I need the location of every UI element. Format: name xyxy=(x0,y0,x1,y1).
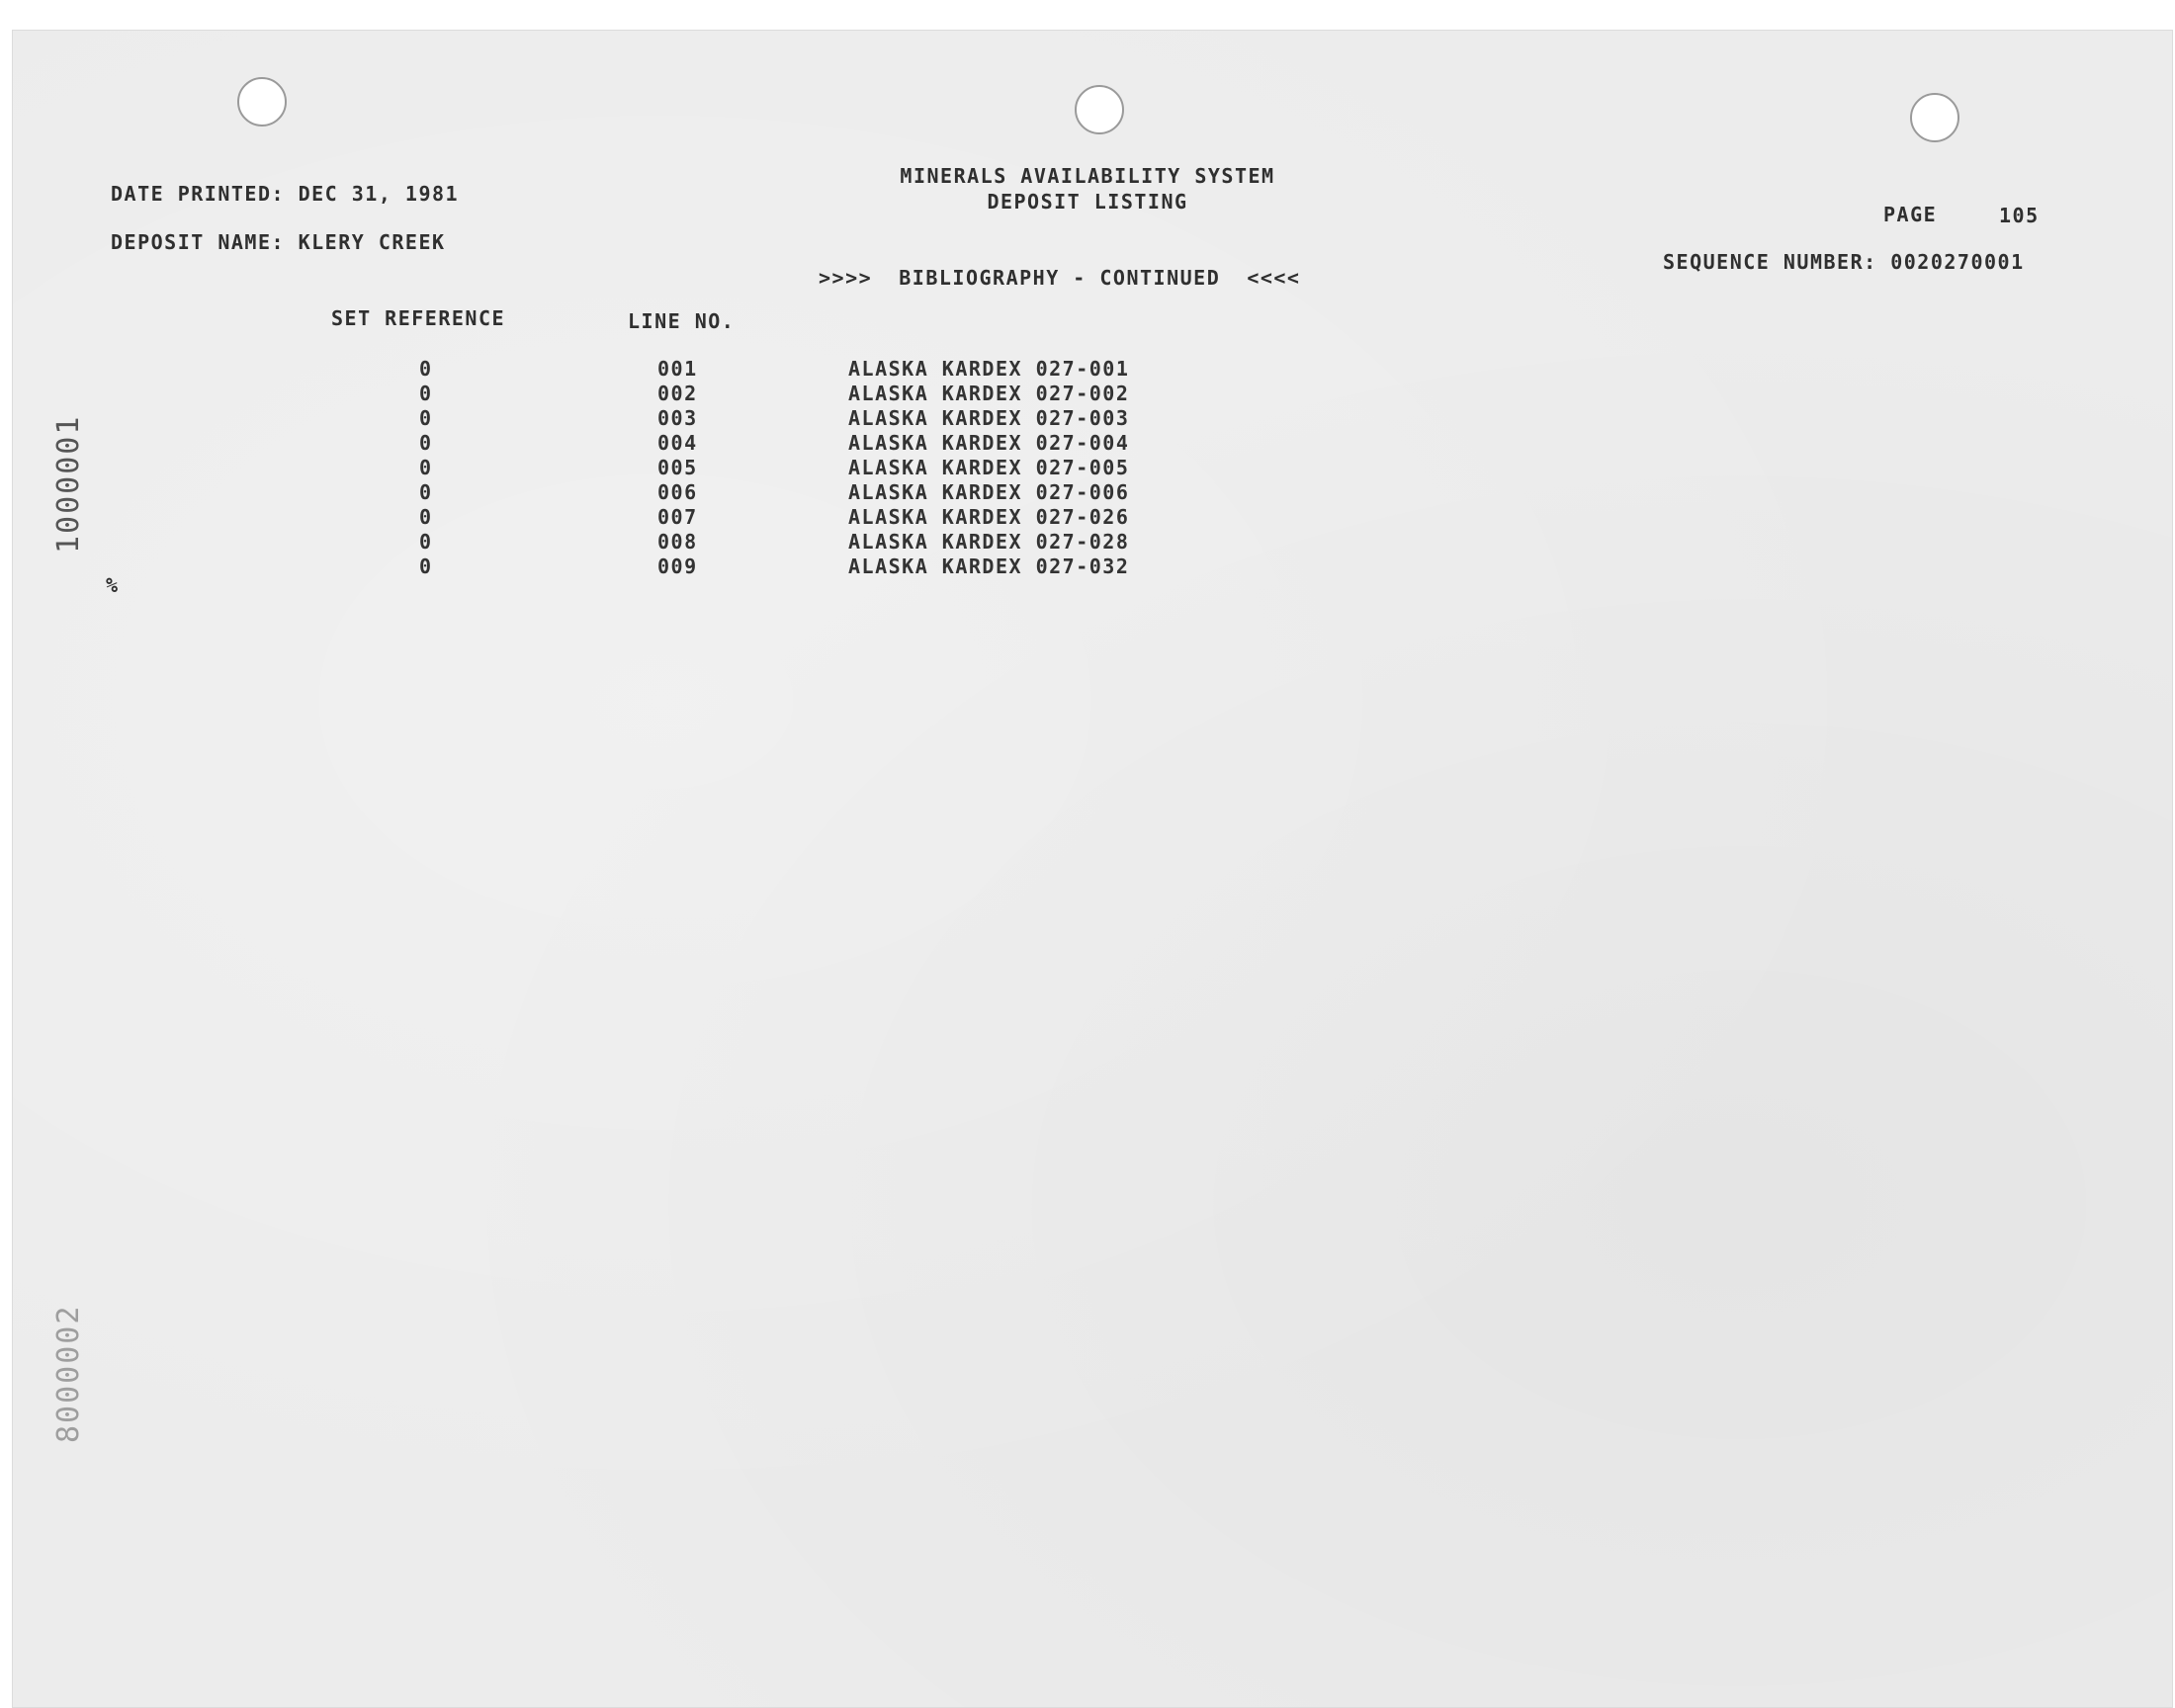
margin-stamp-bottom: 8000002 xyxy=(51,1304,86,1443)
table-row xyxy=(0,555,2175,579)
punch-hole-center xyxy=(1075,85,1124,134)
line-no-cell: 005 xyxy=(657,456,698,479)
table-row xyxy=(0,480,2175,505)
table-row xyxy=(0,406,2175,431)
reference-text-cell: ALASKA KARDEX 027-028 xyxy=(848,530,1130,554)
table-row xyxy=(0,456,2175,480)
reference-text-cell: ALASKA KARDEX 027-002 xyxy=(848,382,1130,405)
reference-text-cell: ALASKA KARDEX 027-005 xyxy=(848,456,1130,479)
column-header-line-no: LINE NO. xyxy=(628,309,736,333)
line-no-cell: 004 xyxy=(657,431,698,455)
line-no-cell: 009 xyxy=(657,555,698,578)
punch-hole-left xyxy=(237,77,287,127)
listing-title: DEPOSIT LISTING xyxy=(987,190,1188,214)
set-reference-cell: 0 xyxy=(419,505,433,529)
set-reference-cell: 0 xyxy=(419,357,433,381)
reference-text-cell: ALASKA KARDEX 027-026 xyxy=(848,505,1130,529)
set-reference-cell: 0 xyxy=(419,530,433,554)
set-reference-cell: 0 xyxy=(419,456,433,479)
line-no-cell: 006 xyxy=(657,480,698,504)
line-no-cell: 008 xyxy=(657,530,698,554)
line-no-cell: 007 xyxy=(657,505,698,529)
system-title: MINERALS AVAILABILITY SYSTEM xyxy=(900,164,1275,188)
margin-stamp-top: 1000001 xyxy=(51,414,86,554)
line-no-cell: 001 xyxy=(657,357,698,381)
table-row xyxy=(0,357,2175,382)
punch-hole-right xyxy=(1910,93,1959,142)
page-number: 105 xyxy=(1999,204,2040,227)
reference-text-cell: ALASKA KARDEX 027-003 xyxy=(848,406,1130,430)
reference-text-cell: ALASKA KARDEX 027-001 xyxy=(848,357,1130,381)
table-row xyxy=(0,505,2175,530)
set-reference-cell: 0 xyxy=(419,480,433,504)
set-reference-cell: 0 xyxy=(419,555,433,578)
table-row xyxy=(0,382,2175,406)
reference-text-cell: ALASKA KARDEX 027-004 xyxy=(848,431,1130,455)
column-header-set-reference: SET REFERENCE xyxy=(331,306,506,330)
deposit-name: DEPOSIT NAME: KLERY CREEK xyxy=(111,230,446,254)
reference-text-cell: ALASKA KARDEX 027-032 xyxy=(848,555,1130,578)
set-reference-cell: 0 xyxy=(419,431,433,455)
line-no-cell: 003 xyxy=(657,406,698,430)
table-row xyxy=(0,431,2175,456)
percent-mark: % xyxy=(106,573,120,597)
reference-text-cell: ALASKA KARDEX 027-006 xyxy=(848,480,1130,504)
set-reference-cell: 0 xyxy=(419,382,433,405)
set-reference-cell: 0 xyxy=(419,406,433,430)
table-row xyxy=(0,530,2175,555)
line-no-cell: 002 xyxy=(657,382,698,405)
page-label: PAGE xyxy=(1883,203,1938,226)
date-printed: DATE PRINTED: DEC 31, 1981 xyxy=(111,182,460,206)
sequence-number: SEQUENCE NUMBER: 0020270001 xyxy=(1663,250,2025,274)
section-heading: >>>> BIBLIOGRAPHY - CONTINUED <<<< xyxy=(819,266,1301,290)
